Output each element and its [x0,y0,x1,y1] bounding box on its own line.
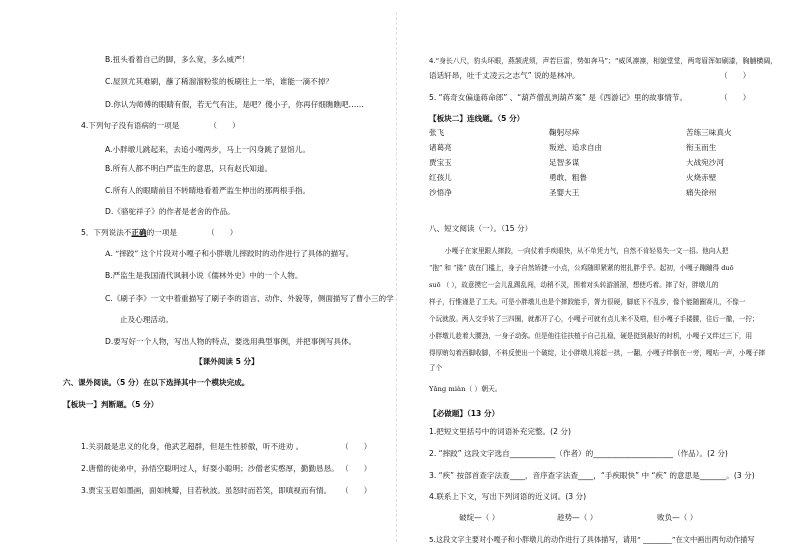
matching-character[interactable]: 贾宝玉 [429,158,452,167]
synonym-item-2[interactable]: 趁势—（ ） [557,513,598,522]
passage-line: 样子，行惟谨是了工夫。可是小胖墩儿也是个摔跤能手，膂力很硬，脚底下不乱步，像个能随圈赛儿，不像一 [429,298,746,306]
passage-line: 小嘎子在家里跟人摔跤，一向仗着手疾眼快，从不单凭力气，自然不肯轻易失一文一招。他向人把 [445,247,729,255]
passage-line: 得厚贿勾着西脚收脚，不料反使出一个破绽，让小胖墩儿将起一拱，一翻，小嘎子绊倒在一旁，嘎咕一声，小嘎子摔 [429,349,766,357]
judge-item-3-paren: （ ） [341,486,372,495]
matching-character[interactable]: 张飞 [429,128,445,137]
passage-line: 了个 [429,364,443,372]
q5-option-c-cont: 止及心理活动。 [120,315,174,324]
judge-item-1: 1.关羽最是忠义的化身，他武艺超群，但是生性骄傲，听不进劝 。 [81,442,304,451]
judge-item-2: 2.唐僧的徒弟中，孙悟空聪明过人，好耍小聪明；沙僧老实憨厚，勤勤恳恳。 [81,464,339,473]
matching-trait[interactable]: 叛逆、追求自由 [549,143,603,152]
matching-table [429,128,769,223]
q5-stem [81,228,237,238]
q4-stem [81,121,240,131]
must-q5: 5.这段文字主要对小嘎子和小胖墩儿的动作进行了具体描写，请用“ ________”在文中画出两句动作描写 [429,535,755,544]
q5-option-d: D.要写好一个人物，写出人物的特点，要选用典型事例，并把事例写具体。 [105,337,357,346]
matching-trait[interactable]: 勇敢、粗鲁 [549,173,587,182]
q4-option-d: D.《骆驼祥子》的作者是老舍的作品。 [105,207,235,216]
matching-event[interactable]: 火烧赤壁 [686,173,717,182]
passage-line: “抱” 和 “搂” 放在门槛上，身子自然矫捷一小点，公鸡随即紧紧的钳扎胖乎乎。起初，小嘎子蹦蹦得 duō [429,264,734,272]
synonym-item-3[interactable]: 败负—（ ） [657,513,698,522]
q3-option-b: B.扭头看着自己的脚，多么宽，多么威严！ [105,55,250,64]
matching-trait[interactable]: 鞠躬尽瘁 [549,128,580,137]
synonym-item-1[interactable]: 破绽—（ ） [459,513,500,522]
q5-stem-pre: 5．下列说法不 [81,228,132,237]
q5-stem-emphasis: 正确 [131,228,147,237]
matching-event[interactable]: 大战宛沙河 [686,158,724,167]
part6-heading: 六、课外阅读。（5 分）在以下选择其中一个模块完成。 [63,378,250,387]
matching-character[interactable]: 沙悟净 [429,188,452,197]
q4-option-a: A.小胖墩儿跳起来，去追小嘎两步，马上一闪身跳了显馆儿。 [105,145,310,154]
matching-character[interactable]: 红孩儿 [429,173,452,182]
must-q4: 4.联系上下文，写出下列词语的近义词。(3 分) [429,492,587,501]
judge-item-2-paren: （ ） [341,464,372,473]
matching-event[interactable]: 衔玉而生 [686,143,717,152]
q5-option-a: A. “摔跤” 这个片段对小嘎子和小胖墩儿摔跤时的动作进行了具体的描写。 [105,249,354,258]
passage-line: suō （ ），故意摸它一会儿乱踢乱闯，动稍不灵，围着对头转游溜溜，想使巧着。摔了好，胖墩儿的 [429,281,719,289]
q3-option-c: C.屋顶尤其难刷，蘸了稀溜溜粉浆的板刷往上一举，谁能一滴不掉？ [105,77,333,86]
module2-title: 【板块二】连线题。（5 分） [429,114,525,123]
q5-stem-post: 的一项是 [146,228,177,237]
must-q3: 3. “疾” 按部首查字法查____，音序查字法查____，“手疾眼快” 中 “疾” 的意思是_______。(3 分) [429,471,755,480]
matching-event[interactable]: 痛失徐州 [686,188,717,197]
matching-trait[interactable]: 足智多谋 [549,158,580,167]
matching-character[interactable]: 诸葛亮 [429,143,452,152]
passage-line: 个玩就放。两人交手转了三四圈，就都开了心，小嘎子可就有点儿来不及啦，但小嘎子手搂腰，往后一撤，一拧； [429,315,759,323]
must-q1: 1.把短文里括号中的词语补充完整。(2 分) [429,427,571,436]
q5-option-b: B.严监生是我国清代讽刺小说《儒林外史》中的一个人物。 [105,271,303,280]
must-do-title: 【必做题】（13 分） [429,409,500,418]
q4-option-c: C.所有人的眼睛前目不转睛地看着严监生伸出的那两根手指。 [105,186,311,195]
passage-pinyin-line: Yǎng miàn（ ）朝天。 [429,385,502,393]
judge-item-3: 3.贾宝玉眉如墨画，面如桃瓣，目若秋波。虽怒时而若笑，即嗔视而有情。 [81,486,332,495]
q5-option-c: C.《刷子李》一文中着重描写了刷子李的语言、动作、外貌等，侧面描写了曹小三的学 [105,294,394,303]
section-title-extracurricular: 【课外阅读 5 分】 [195,357,259,366]
right-column [397,0,794,550]
q4-answer-paren: （ ） [209,121,240,130]
q4-stem-text: 4.下列句子没有语病的一项是 [81,121,180,130]
matching-event[interactable]: 苦练三味真火 [686,128,732,137]
part8-heading: 八、短文阅读（一）。（15 分） [429,224,533,233]
passage-line: 小胖墩儿趁着大腰劲，一身子动弥。但是他往往扶植于自己扎稳，硬是挺到最好的时机，小嘎子又绊过三下，用 [429,332,753,340]
must-q2: 2. “摔跤” 这段文字选自____________（作者）的_____________________（作品）。(2 分) [429,449,728,458]
judge-item-5-paren: （ ） [720,93,751,102]
q5-answer-paren: （ ） [206,228,238,237]
judge-item-5: 5. “蒋奇女偏逢蒋命郎” 、“葫芦僧乱判葫芦案” 是《西游记》里的故事情节。 [429,93,688,102]
judge-item-4-paren: （ ） [720,71,751,80]
judge-item-1-paren: （ ） [341,442,372,451]
module1-title: 【板块一】判断题。（5 分） [63,400,159,409]
q3-option-d: D.你认为师傅的眼睛有假，若无气有注，是吧？傻小子，你再仔细瞧瞧吧…… [105,100,364,109]
q4-option-b: B.所有人都不明白严监生的意思，只有赵氏知道。 [105,164,273,173]
judge-item-4-line2: 语话轩昂，吐千丈凌云之志气” 说的是林冲。 [429,71,580,80]
matching-trait[interactable]: 圣婴大王 [549,188,580,197]
judge-item-4-line1: 4.“身长八尺，豹头环眼，燕颔虎须，声若巨雷，势如奔马”；“威风凛凛，相貌堂堂，两弯眉浑如刷漆，胸脯横阔， [429,57,778,65]
